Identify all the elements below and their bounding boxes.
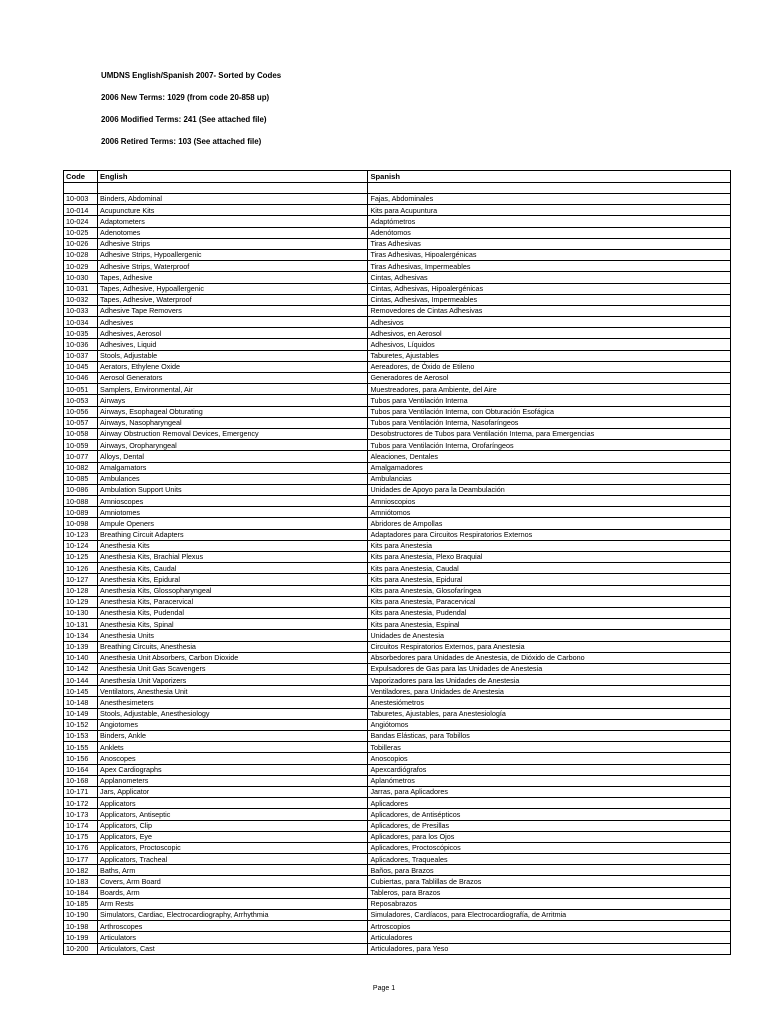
table-row bbox=[64, 585, 731, 596]
table-row bbox=[64, 361, 731, 372]
cell-spanish: Generadores de Aerosol bbox=[368, 373, 731, 384]
cell-english: Anesthesia Unit Vaporizers bbox=[98, 675, 368, 686]
table-row bbox=[64, 786, 731, 797]
table-row bbox=[64, 753, 731, 764]
cell-code: 10-059 bbox=[64, 440, 98, 451]
cell-code: 10-142 bbox=[64, 663, 98, 674]
table-row bbox=[64, 619, 731, 630]
cell-english: Arthroscopes bbox=[98, 921, 368, 932]
cell-code: 10-034 bbox=[64, 317, 98, 328]
cell-spanish: Kits para Acupuntura bbox=[368, 205, 731, 216]
cell-spanish: Kits para Anestesia, Glosofaríngea bbox=[368, 585, 731, 596]
table-row bbox=[64, 227, 731, 238]
cell-spanish: Anoscopios bbox=[368, 753, 731, 764]
cell-english: Airways, Oropharyngeal bbox=[98, 440, 368, 451]
cell-spanish: Tubos para Ventilación Interna, Orofaríngeos bbox=[368, 440, 731, 451]
table-row bbox=[64, 708, 731, 719]
cell-spanish: Abridores de Ampollas bbox=[368, 518, 731, 529]
cell-code: 10-031 bbox=[64, 283, 98, 294]
blank-cell bbox=[368, 183, 731, 194]
cell-spanish: Adhesivos, Líquidos bbox=[368, 339, 731, 350]
cell-spanish: Desobstructores de Tubos para Ventilación Interna, para Emergencias bbox=[368, 428, 731, 439]
cell-spanish: Cintas, Adhesivas bbox=[368, 272, 731, 283]
cell-spanish: Amnioscopios bbox=[368, 496, 731, 507]
cell-english: Jars, Applicator bbox=[98, 786, 368, 797]
cell-spanish: Kits para Anestesia bbox=[368, 540, 731, 551]
cell-english: Apex Cardiographs bbox=[98, 764, 368, 775]
cell-spanish: Tubos para Ventilación Interna, Nasofaríngeos bbox=[368, 417, 731, 428]
cell-spanish: Aplicadores bbox=[368, 798, 731, 809]
page-number: Page 1 bbox=[372, 985, 396, 992]
cell-spanish: Amniótomos bbox=[368, 507, 731, 518]
cell-spanish: Amalgamadores bbox=[368, 462, 731, 473]
blank-cell bbox=[98, 183, 368, 194]
cell-code: 10-046 bbox=[64, 373, 98, 384]
cell-code: 10-155 bbox=[64, 742, 98, 753]
table-row bbox=[64, 205, 731, 216]
cell-code: 10-123 bbox=[64, 529, 98, 540]
table-row bbox=[64, 249, 731, 260]
cell-code: 10-032 bbox=[64, 294, 98, 305]
table-row bbox=[64, 854, 731, 865]
cell-code: 10-077 bbox=[64, 451, 98, 462]
table-row bbox=[64, 697, 731, 708]
cell-english: Applicators, Clip bbox=[98, 820, 368, 831]
column-header-spanish: Spanish bbox=[368, 171, 731, 183]
table-row bbox=[64, 261, 731, 272]
table-row bbox=[64, 507, 731, 518]
cell-code: 10-156 bbox=[64, 753, 98, 764]
cell-spanish: Unidades de Apoyo para la Deambulación bbox=[368, 484, 731, 495]
cell-spanish: Kits para Anestesia, Plexo Braquial bbox=[368, 552, 731, 563]
cell-english: Applicators bbox=[98, 798, 368, 809]
table-row bbox=[64, 462, 731, 473]
table-row bbox=[64, 943, 731, 954]
cell-spanish: Aplanómetros bbox=[368, 775, 731, 786]
cell-english: Airways bbox=[98, 395, 368, 406]
cell-english: Adhesive Strips, Hypoallergenic bbox=[98, 249, 368, 260]
cell-english: Stools, Adjustable, Anesthesiology bbox=[98, 708, 368, 719]
cell-english: Ambulation Support Units bbox=[98, 484, 368, 495]
cell-spanish: Aplicadores, de Presillas bbox=[368, 820, 731, 831]
cell-english: Samplers, Environmental, Air bbox=[98, 384, 368, 395]
cell-code: 10-134 bbox=[64, 630, 98, 641]
cell-english: Binders, Abdominal bbox=[98, 194, 368, 205]
cell-english: Airway Obstruction Removal Devices, Emergency bbox=[98, 428, 368, 439]
cell-spanish: Aplicadores, para los Ojos bbox=[368, 831, 731, 842]
cell-code: 10-140 bbox=[64, 652, 98, 663]
cell-code: 10-153 bbox=[64, 731, 98, 742]
cell-english: Anesthesia Kits, Pudendal bbox=[98, 607, 368, 618]
cell-code: 10-148 bbox=[64, 697, 98, 708]
cell-code: 10-184 bbox=[64, 887, 98, 898]
cell-english: Adaptometers bbox=[98, 216, 368, 227]
cell-english: Airways, Nasopharyngeal bbox=[98, 417, 368, 428]
table-row bbox=[64, 305, 731, 316]
table-row bbox=[64, 742, 731, 753]
table-row bbox=[64, 540, 731, 551]
table-row bbox=[64, 417, 731, 428]
table-row bbox=[64, 317, 731, 328]
cell-spanish: Cintas, Adhesivas, Impermeables bbox=[368, 294, 731, 305]
cell-spanish: Ventiladores, para Unidades de Anestesia bbox=[368, 686, 731, 697]
cell-code: 10-098 bbox=[64, 518, 98, 529]
cell-english: Amalgamators bbox=[98, 462, 368, 473]
table-row bbox=[64, 887, 731, 898]
cell-code: 10-176 bbox=[64, 842, 98, 853]
cell-code: 10-029 bbox=[64, 261, 98, 272]
cell-english: Anesthesia Kits, Caudal bbox=[98, 563, 368, 574]
cell-english: Anesthesimeters bbox=[98, 697, 368, 708]
cell-code: 10-085 bbox=[64, 473, 98, 484]
table-row bbox=[64, 596, 731, 607]
cell-spanish: Aplicadores, Traqueales bbox=[368, 854, 731, 865]
cell-code: 10-171 bbox=[64, 786, 98, 797]
cell-english: Anesthesia Unit Absorbers, Carbon Dioxide bbox=[98, 652, 368, 663]
table-row bbox=[64, 395, 731, 406]
cell-english: Adenotomes bbox=[98, 227, 368, 238]
cell-code: 10-182 bbox=[64, 865, 98, 876]
cell-english: Anesthesia Kits, Brachial Plexus bbox=[98, 552, 368, 563]
cell-spanish: Articuladores, para Yeso bbox=[368, 943, 731, 954]
cell-english: Anesthesia Kits, Glossopharyngeal bbox=[98, 585, 368, 596]
cell-english: Amnioscopes bbox=[98, 496, 368, 507]
cell-spanish: Artroscopios bbox=[368, 921, 731, 932]
cell-english: Anklets bbox=[98, 742, 368, 753]
cell-spanish: Bandas Elásticas, para Tobillos bbox=[368, 731, 731, 742]
cell-code: 10-144 bbox=[64, 675, 98, 686]
cell-code: 10-014 bbox=[64, 205, 98, 216]
table-row bbox=[64, 529, 731, 540]
cell-spanish: Tiras Adhesivas, Hipoalergénicas bbox=[368, 249, 731, 260]
cell-english: Anesthesia Kits bbox=[98, 540, 368, 551]
cell-spanish: Ambulancias bbox=[368, 473, 731, 484]
table-row bbox=[64, 764, 731, 775]
cell-spanish: Articuladores bbox=[368, 932, 731, 943]
table-row bbox=[64, 820, 731, 831]
cell-code: 10-200 bbox=[64, 943, 98, 954]
cell-code: 10-056 bbox=[64, 406, 98, 417]
cell-code: 10-082 bbox=[64, 462, 98, 473]
blank-row bbox=[64, 183, 731, 194]
cell-code: 10-037 bbox=[64, 350, 98, 361]
table-row bbox=[64, 798, 731, 809]
cell-spanish: Jarras, para Aplicadores bbox=[368, 786, 731, 797]
cell-code: 10-129 bbox=[64, 596, 98, 607]
cell-english: Articulators bbox=[98, 932, 368, 943]
cell-spanish: Kits para Anestesia, Espinal bbox=[368, 619, 731, 630]
cell-english: Applicators, Proctoscopic bbox=[98, 842, 368, 853]
umdns-table bbox=[63, 170, 731, 955]
cell-spanish: Expulsadores de Gas para las Unidades de Anestesia bbox=[368, 663, 731, 674]
table-row bbox=[64, 719, 731, 730]
table-row bbox=[64, 451, 731, 462]
table-row bbox=[64, 686, 731, 697]
table-row bbox=[64, 663, 731, 674]
cell-spanish: Circuitos Respiratorios Externos, para Anestesia bbox=[368, 641, 731, 652]
cell-code: 10-175 bbox=[64, 831, 98, 842]
table-row bbox=[64, 373, 731, 384]
cell-code: 10-053 bbox=[64, 395, 98, 406]
blank-cell bbox=[64, 183, 98, 194]
cell-spanish: Aplicadores, Proctoscópicos bbox=[368, 842, 731, 853]
cell-english: Acupuncture Kits bbox=[98, 205, 368, 216]
cell-spanish: Kits para Anestesia, Pudendal bbox=[368, 607, 731, 618]
table-row bbox=[64, 473, 731, 484]
cell-english: Aerosol Generators bbox=[98, 373, 368, 384]
cell-spanish: Absorbedores para Unidades de Anestesia, de Dióxido de Carbono bbox=[368, 652, 731, 663]
cell-english: Anoscopes bbox=[98, 753, 368, 764]
cell-spanish: Tiras Adhesivas, Impermeables bbox=[368, 261, 731, 272]
table-row bbox=[64, 910, 731, 921]
table-row bbox=[64, 294, 731, 305]
table-row bbox=[64, 641, 731, 652]
table-row bbox=[64, 216, 731, 227]
cell-spanish: Anestesiómetros bbox=[368, 697, 731, 708]
cell-code: 10-149 bbox=[64, 708, 98, 719]
cell-code: 10-057 bbox=[64, 417, 98, 428]
table-row bbox=[64, 652, 731, 663]
cell-code: 10-130 bbox=[64, 607, 98, 618]
table-row bbox=[64, 607, 731, 618]
table-row bbox=[64, 350, 731, 361]
cell-english: Applicators, Eye bbox=[98, 831, 368, 842]
cell-english: Applicators, Antiseptic bbox=[98, 809, 368, 820]
cell-spanish: Unidades de Anestesia bbox=[368, 630, 731, 641]
column-header-english: English bbox=[98, 171, 368, 183]
cell-spanish: Tableros, para Brazos bbox=[368, 887, 731, 898]
cell-spanish: Taburetes, Ajustables bbox=[368, 350, 731, 361]
cell-english: Alloys, Dental bbox=[98, 451, 368, 462]
cell-english: Amniotomes bbox=[98, 507, 368, 518]
table-row bbox=[64, 552, 731, 563]
cell-spanish: Adhesivos bbox=[368, 317, 731, 328]
cell-spanish: Cintas, Adhesivas, Hipoalergénicas bbox=[368, 283, 731, 294]
cell-code: 10-126 bbox=[64, 563, 98, 574]
table-row bbox=[64, 563, 731, 574]
cell-code: 10-028 bbox=[64, 249, 98, 260]
table-row bbox=[64, 406, 731, 417]
table-row bbox=[64, 496, 731, 507]
cell-spanish: Kits para Anestesia, Epidural bbox=[368, 574, 731, 585]
cell-code: 10-024 bbox=[64, 216, 98, 227]
cell-english: Breathing Circuit Adapters bbox=[98, 529, 368, 540]
cell-english: Angiotomes bbox=[98, 719, 368, 730]
cell-english: Airways, Esophageal Obturating bbox=[98, 406, 368, 417]
cell-code: 10-030 bbox=[64, 272, 98, 283]
cell-english: Anesthesia Kits, Spinal bbox=[98, 619, 368, 630]
cell-spanish: Muestreadores, para Ambiente, del Aire bbox=[368, 384, 731, 395]
cell-english: Ventilators, Anesthesia Unit bbox=[98, 686, 368, 697]
table-row bbox=[64, 238, 731, 249]
cell-spanish: Cubiertas, para Tablillas de Brazos bbox=[368, 876, 731, 887]
cell-code: 10-127 bbox=[64, 574, 98, 585]
cell-spanish: Simuladores, Cardíacos, para Electrocardiografía, de Arritmia bbox=[368, 910, 731, 921]
table-row bbox=[64, 731, 731, 742]
cell-english: Arm Rests bbox=[98, 898, 368, 909]
cell-code: 10-086 bbox=[64, 484, 98, 495]
table-row bbox=[64, 932, 731, 943]
cell-code: 10-177 bbox=[64, 854, 98, 865]
cell-spanish: Aplicadores, de Antisépticos bbox=[368, 809, 731, 820]
retired-terms-line: 2006 Retired Terms: 103 (See attached file) bbox=[101, 136, 262, 146]
table-row bbox=[64, 876, 731, 887]
cell-english: Aerators, Ethylene Oxide bbox=[98, 361, 368, 372]
cell-code: 10-198 bbox=[64, 921, 98, 932]
cell-spanish: Angiótomos bbox=[368, 719, 731, 730]
cell-code: 10-058 bbox=[64, 428, 98, 439]
table-row bbox=[64, 440, 731, 451]
cell-spanish: Fajas, Abdominales bbox=[368, 194, 731, 205]
cell-spanish: Aereadores, de Óxido de Etileno bbox=[368, 361, 731, 372]
column-header-code: Code bbox=[64, 171, 98, 183]
cell-english: Adhesive Tape Removers bbox=[98, 305, 368, 316]
cell-english: Applicators, Tracheal bbox=[98, 854, 368, 865]
new-terms-line: 2006 New Terms: 1029 (from code 20-858 up) bbox=[101, 92, 270, 102]
table-row bbox=[64, 898, 731, 909]
table-row bbox=[64, 775, 731, 786]
cell-english: Anesthesia Units bbox=[98, 630, 368, 641]
cell-english: Articulators, Cast bbox=[98, 943, 368, 954]
table-row bbox=[64, 518, 731, 529]
cell-english: Boards, Arm bbox=[98, 887, 368, 898]
cell-english: Tapes, Adhesive, Waterproof bbox=[98, 294, 368, 305]
cell-english: Adhesives, Aerosol bbox=[98, 328, 368, 339]
cell-spanish: Vaporizadores para las Unidades de Anestesia bbox=[368, 675, 731, 686]
cell-code: 10-174 bbox=[64, 820, 98, 831]
table-row bbox=[64, 283, 731, 294]
cell-spanish: Aleaciones, Dentales bbox=[368, 451, 731, 462]
cell-code: 10-185 bbox=[64, 898, 98, 909]
cell-english: Ampule Openers bbox=[98, 518, 368, 529]
cell-english: Covers, Arm Board bbox=[98, 876, 368, 887]
cell-spanish: Tubos para Ventilación Interna bbox=[368, 395, 731, 406]
cell-code: 10-036 bbox=[64, 339, 98, 350]
cell-english: Binders, Ankle bbox=[98, 731, 368, 742]
cell-spanish: Kits para Anestesia, Caudal bbox=[368, 563, 731, 574]
table-row bbox=[64, 339, 731, 350]
table-row bbox=[64, 921, 731, 932]
cell-spanish: Adaptadores para Circuitos Respiratorios Externos bbox=[368, 529, 731, 540]
cell-code: 10-035 bbox=[64, 328, 98, 339]
cell-english: Adhesives bbox=[98, 317, 368, 328]
cell-english: Baths, Arm bbox=[98, 865, 368, 876]
cell-english: Anesthesia Unit Gas Scavengers bbox=[98, 663, 368, 674]
cell-code: 10-199 bbox=[64, 932, 98, 943]
cell-spanish: Apexcardiógrafos bbox=[368, 764, 731, 775]
table-row bbox=[64, 194, 731, 205]
cell-spanish: Tobilleras bbox=[368, 742, 731, 753]
cell-spanish: Adhesivos, en Aerosol bbox=[368, 328, 731, 339]
cell-code: 10-026 bbox=[64, 238, 98, 249]
cell-english: Anesthesia Kits, Epidural bbox=[98, 574, 368, 585]
cell-code: 10-183 bbox=[64, 876, 98, 887]
table-row bbox=[64, 630, 731, 641]
modified-terms-line: 2006 Modified Terms: 241 (See attached file) bbox=[101, 114, 267, 124]
cell-code: 10-128 bbox=[64, 585, 98, 596]
cell-english: Simulators, Cardiac, Electrocardiography, Arrhythmia bbox=[98, 910, 368, 921]
cell-spanish: Taburetes, Ajustables, para Anestesiología bbox=[368, 708, 731, 719]
cell-english: Anesthesia Kits, Paracervical bbox=[98, 596, 368, 607]
table-row bbox=[64, 328, 731, 339]
cell-english: Adhesive Strips bbox=[98, 238, 368, 249]
doc-title: UMDNS English/Spanish 2007- Sorted by Codes bbox=[101, 70, 282, 80]
cell-english: Breathing Circuits, Anesthesia bbox=[98, 641, 368, 652]
table-row bbox=[64, 809, 731, 820]
cell-code: 10-139 bbox=[64, 641, 98, 652]
cell-spanish: Adaptómetros bbox=[368, 216, 731, 227]
cell-code: 10-045 bbox=[64, 361, 98, 372]
cell-code: 10-131 bbox=[64, 619, 98, 630]
cell-code: 10-152 bbox=[64, 719, 98, 730]
cell-code: 10-124 bbox=[64, 540, 98, 551]
cell-code: 10-088 bbox=[64, 496, 98, 507]
cell-code: 10-025 bbox=[64, 227, 98, 238]
cell-code: 10-172 bbox=[64, 798, 98, 809]
table-row bbox=[64, 865, 731, 876]
table-row bbox=[64, 384, 731, 395]
cell-spanish: Baños, para Brazos bbox=[368, 865, 731, 876]
cell-english: Adhesive Strips, Waterproof bbox=[98, 261, 368, 272]
cell-spanish: Adenótomos bbox=[368, 227, 731, 238]
cell-code: 10-051 bbox=[64, 384, 98, 395]
cell-english: Adhesives, Liquid bbox=[98, 339, 368, 350]
cell-code: 10-003 bbox=[64, 194, 98, 205]
table-header-row bbox=[64, 171, 731, 183]
cell-code: 10-089 bbox=[64, 507, 98, 518]
cell-code: 10-164 bbox=[64, 764, 98, 775]
cell-english: Ambulances bbox=[98, 473, 368, 484]
cell-spanish: Tubos para Ventilación Interna, con Obturación Esofágica bbox=[368, 406, 731, 417]
cell-english: Stools, Adjustable bbox=[98, 350, 368, 361]
cell-code: 10-168 bbox=[64, 775, 98, 786]
cell-spanish: Reposabrazos bbox=[368, 898, 731, 909]
cell-english: Tapes, Adhesive, Hypoallergenic bbox=[98, 283, 368, 294]
cell-code: 10-190 bbox=[64, 910, 98, 921]
table-row bbox=[64, 484, 731, 495]
cell-code: 10-173 bbox=[64, 809, 98, 820]
cell-code: 10-125 bbox=[64, 552, 98, 563]
cell-english: Tapes, Adhesive bbox=[98, 272, 368, 283]
cell-spanish: Removedores de Cintas Adhesivas bbox=[368, 305, 731, 316]
cell-code: 10-033 bbox=[64, 305, 98, 316]
table-row bbox=[64, 428, 731, 439]
cell-code: 10-145 bbox=[64, 686, 98, 697]
table-row bbox=[64, 272, 731, 283]
table-row bbox=[64, 574, 731, 585]
table-row bbox=[64, 831, 731, 842]
table-row bbox=[64, 675, 731, 686]
cell-english: Applanometers bbox=[98, 775, 368, 786]
table-row bbox=[64, 842, 731, 853]
cell-spanish: Kits para Anestesia, Paracervical bbox=[368, 596, 731, 607]
cell-spanish: Tiras Adhesivas bbox=[368, 238, 731, 249]
